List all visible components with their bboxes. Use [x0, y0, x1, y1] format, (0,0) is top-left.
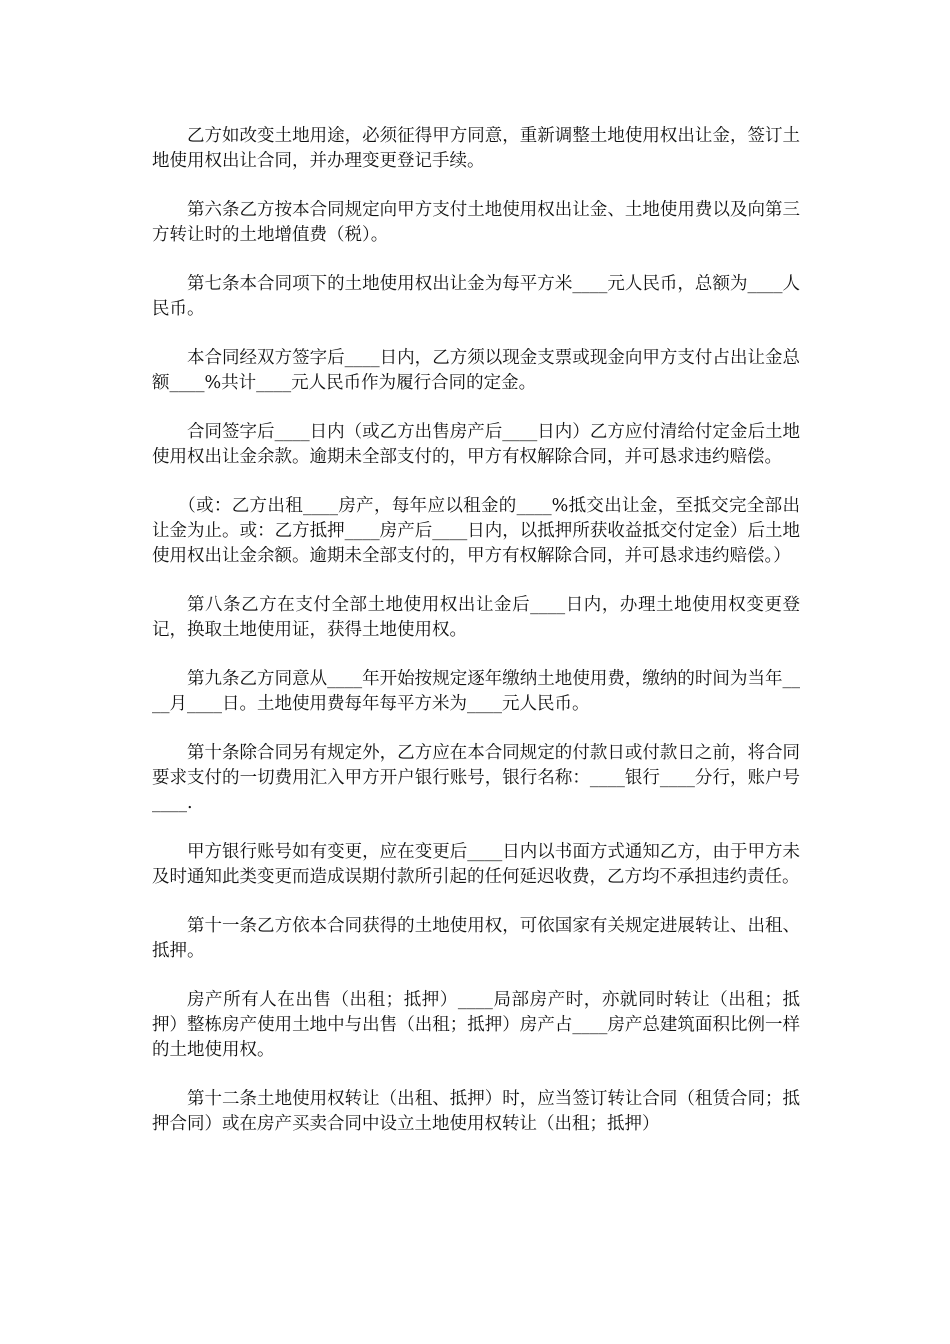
paragraph-alternative-payment: （或：乙方出租____房产，每年应以租金的____%抵交出让金，至抵交完全部出让金为止。或：乙方抵押____房产后____日内，以抵押所获收益抵交付定金）后土地使用权出让金余额。逾期未全部支付的，甲方有权解除合同，并可恳求违约赔偿。） [152, 496, 800, 566]
paragraph-property-owner: 房产所有人在出售（出租；抵押）____局部房产时，亦就同时转让（出租；抵押）整栋房产使用土地中与出售（出租；抵押）房产占____房产总建筑面积比例一样的土地使用权。 [152, 990, 800, 1060]
paragraph-article-11: 第十一条乙方依本合同获得的土地使用权，可依国家有关规定进展转让、出租、抵押。 [152, 916, 800, 961]
paragraph-article-10: 第十条除合同另有规定外，乙方应在本合同规定的付款日或付款日之前，将合同要求支付的一切费用汇入甲方开户银行账号，银行名称：____银行____分行，账户号____. [152, 743, 800, 813]
paragraph-article-8: 第八条乙方在支付全部土地使用权出让金后____日内，办理土地使用权变更登记，换取土地使用证，获得土地使用权。 [152, 595, 800, 640]
paragraph-article-6: 第六条乙方按本合同规定向甲方支付土地使用权出让金、土地使用费以及向第三方转让时的土地增值费（税）。 [152, 200, 800, 245]
paragraph-article-9: 第九条乙方同意从____年开始按规定逐年缴纳土地使用费，缴纳的时间为当年____月____日。土地使用费每年每平方米为____元人民币。 [152, 669, 800, 714]
paragraph-deposit: 本合同经双方签字后____日内，乙方须以现金支票或现金向甲方支付占出让金总额____%共计____元人民币作为履行合同的定金。 [152, 348, 800, 393]
paragraph-article-7: 第七条本合同项下的土地使用权出让金为每平方米____元人民币，总额为____人民币。 [152, 274, 800, 319]
paragraph-bank-account-change: 甲方银行账号如有变更，应在变更后____日内以书面方式通知乙方，由于甲方未及时通知此类变更而造成误期付款所引起的任何延迟收费，乙方均不承担违约责任。 [152, 842, 800, 887]
paragraph-balance-payment: 合同签字后____日内（或乙方出售房产后____日内）乙方应付清给付定金后土地使用权出让金余款。逾期未全部支付的，甲方有权解除合同，并可恳求违约赔偿。 [152, 422, 800, 467]
document-body [152, 124, 800, 1161]
paragraph-land-use-change: 乙方如改变土地用途，必须征得甲方同意，重新调整土地使用权出让金，签订土地使用权出让合同，并办理变更登记手续。 [152, 126, 800, 171]
paragraph-article-12: 第十二条土地使用权转让（出租、抵押）时，应当签订转让合同（租赁合同；抵押合同）或在房产买卖合同中设立土地使用权转让（出租；抵押） [152, 1089, 800, 1134]
